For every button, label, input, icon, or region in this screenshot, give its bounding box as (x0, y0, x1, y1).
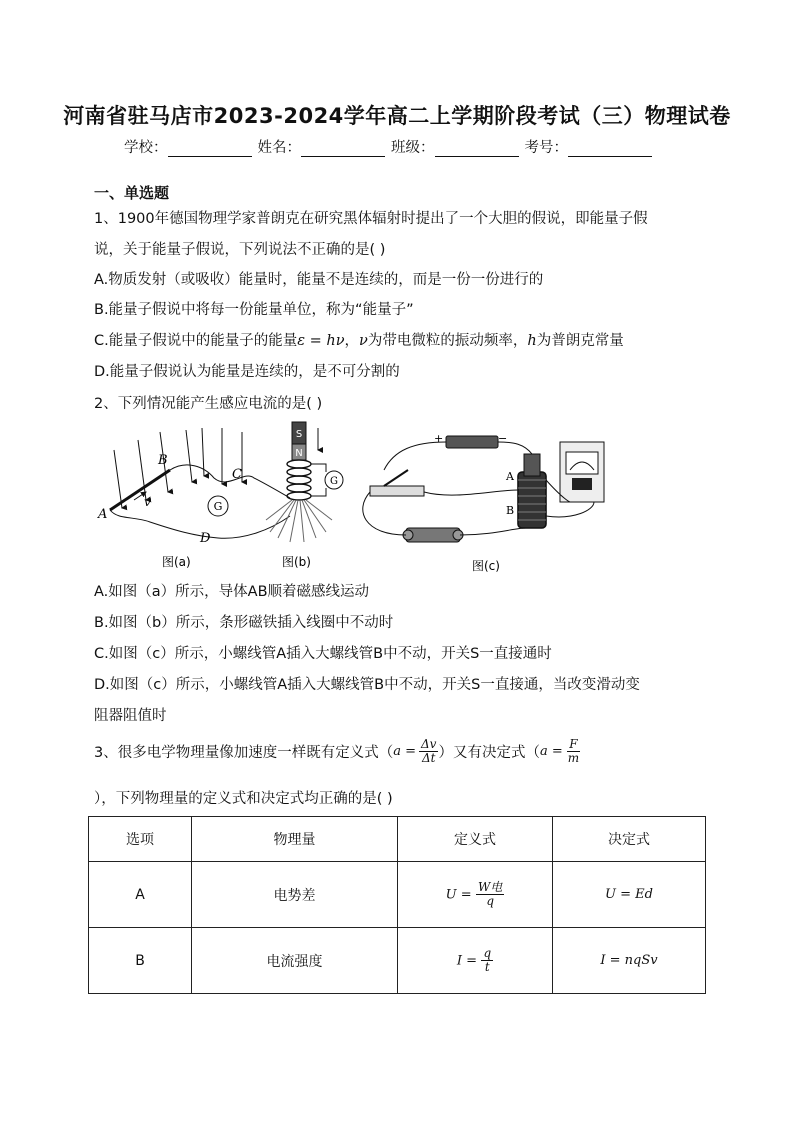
rheostat-icon (406, 528, 460, 542)
label-s: S (295, 429, 303, 440)
q3-stem-mid: ）又有决定式（ (438, 745, 540, 762)
table-header-option: 选项 (89, 817, 192, 862)
q3-stem-line1 (94, 738, 581, 765)
q3-stem-line2: ），下列物理量的定义式和决定式均正确的是( ) (94, 791, 393, 807)
class-blank[interactable] (435, 142, 519, 157)
q1-option-c (94, 329, 624, 350)
row-b-definition (398, 928, 553, 994)
caption-a: 图(a) (162, 555, 191, 569)
label-plus: + (434, 432, 444, 445)
table-header-definition: 定义式 (398, 817, 553, 862)
school-blank[interactable] (168, 142, 252, 157)
row-b-def-lhs: I = (456, 953, 478, 969)
label-coil-a: A (506, 470, 514, 483)
row-a-quantity: 电势差 (192, 862, 398, 928)
q2-option-d-line2: 阻器阻值时 (94, 708, 167, 724)
label-d: D (200, 531, 211, 546)
label-v: v (144, 495, 151, 509)
table-row (89, 862, 706, 928)
q3-det-fraction (566, 738, 581, 765)
row-a-def-fraction (476, 881, 504, 908)
label-g-b: G (330, 476, 338, 487)
row-a-def-den: q (486, 894, 495, 908)
row-b-def-den: t (484, 960, 490, 974)
q1-option-c-pre: C.能量子假说中的能量子的能量 (94, 333, 298, 349)
table-row (89, 928, 706, 994)
q3-def-num: Δv (421, 737, 437, 751)
q3-def-den: Δt (421, 751, 436, 766)
table-header-determination: 决定式 (553, 817, 706, 862)
q3-stem-pre: 3、很多电学物理量像加速度一样既有定义式（ (94, 745, 394, 762)
q1-option-d: D.能量子假说认为能量是连续的，是不可分割的 (94, 364, 400, 380)
q3-det-num: F (569, 737, 578, 751)
q2-option-a: A.如图（a）所示，导体AB顺着磁感线运动 (94, 584, 370, 600)
row-b-quantity: 电流强度 (192, 928, 398, 994)
school-label: 学校： (124, 140, 168, 156)
q1-option-c-h: h (527, 333, 537, 349)
figure-a (97, 428, 290, 569)
caption-c: 图(c) (472, 559, 500, 573)
row-b-determination: I = nqSv (553, 928, 706, 994)
table-header-quantity: 物理量 (192, 817, 398, 862)
row-b-def-num: q (483, 945, 492, 960)
class-label: 班级： (391, 140, 435, 156)
q1-option-a: A.物质发射（或吸收）能量时，能量不是连续的，而是一份一份进行的 (94, 272, 544, 288)
q1-option-c-mid1: ， (344, 333, 360, 349)
q2-option-d-line1: D.如图（c）所示，小螺线管A插入大螺线管B中不动，开关S一直接通，当改变滑动变 (94, 677, 640, 693)
q1-stem-line1: 1、1900年德国物理学家普朗克在研究黑体辐射时提出了一个大胆的假说，即能量子假 (94, 211, 648, 227)
conductor-ab (110, 470, 170, 510)
q1-option-c-v: ν (359, 333, 368, 349)
name-blank[interactable] (301, 142, 385, 157)
page-title: 河南省驻马店市2023-2024学年高二上学期阶段考试（三）物理试卷 (63, 104, 731, 128)
row-a-determination: U = Ed (553, 862, 706, 928)
exam-number-blank[interactable] (568, 142, 652, 157)
row-a-def-lhs: U = (445, 887, 472, 903)
label-n: N (295, 448, 303, 459)
q1-option-c-post: 为普朗克常量 (536, 333, 624, 349)
q3-def-lhs: a = (393, 744, 417, 760)
table-header-row (89, 817, 706, 862)
label-c: C (232, 467, 242, 482)
q3-def-fraction (419, 738, 438, 765)
q1-option-b: B.能量子假说中将每一份能量单位，称为“能量子” (94, 302, 414, 318)
caption-b: 图(b) (282, 555, 311, 569)
student-info-row (124, 136, 658, 157)
figure-c (363, 432, 604, 573)
label-minus: − (498, 432, 508, 445)
row-a-def-num: W电 (478, 879, 503, 894)
row-b-option: B (89, 928, 192, 994)
label-b: B (158, 453, 168, 468)
q1-stem-line2: 说，关于能量子假说，下列说法不正确的是( ) (94, 242, 386, 258)
q3-det-lhs: a = (539, 744, 563, 760)
name-label: 姓名： (257, 140, 301, 156)
section-heading: 一、单选题 (94, 184, 170, 202)
q2-option-b: B.如图（b）所示，条形磁铁插入线圈中不动时 (94, 615, 394, 631)
label-a: A (98, 507, 108, 522)
label-g-a: G (213, 500, 223, 513)
q1-option-c-formula: ε = hν (297, 333, 345, 349)
label-coil-b: B (506, 504, 515, 517)
switch-icon (370, 486, 424, 496)
q3-options-table (88, 816, 706, 994)
q3-det-den: m (567, 751, 580, 766)
row-b-def-fraction (481, 947, 493, 974)
row-a-definition (398, 862, 553, 928)
q2-option-c: C.如图（c）所示，小螺线管A插入大螺线管B中不动，开关S一直接通时 (94, 646, 552, 662)
q2-stem: 2、下列情况能产生感应电流的是( ) (94, 396, 323, 412)
exam-number-label: 考号： (524, 140, 568, 156)
q2-figures (94, 420, 714, 580)
figure-b (266, 422, 343, 569)
q1-option-c-mid2: 为带电微粒的振动频率， (367, 333, 528, 349)
battery-icon (446, 436, 498, 448)
row-a-option: A (89, 862, 192, 928)
